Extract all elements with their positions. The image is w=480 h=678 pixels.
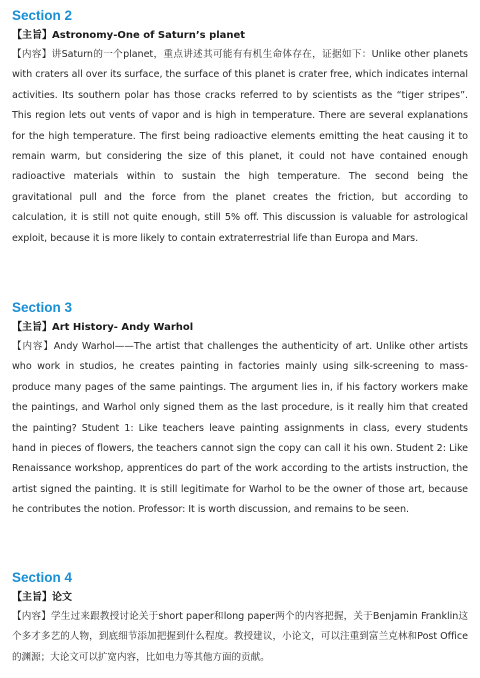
section-heading: Section 2: [12, 8, 73, 23]
section-4: [12, 569, 468, 668]
section-body: 【内容】学生过来跟教授讨论关于short paper和long paper两个的内容把握，关于Benjamin Franklin这个多才多艺的人物，到底细节添加把握到什么程度。教授建议，小论文，可以注重到富兰克林和Post Office的渊源；大论文可以扩宽内容，比如电力等其他方面的贡献。: [12, 611, 468, 663]
section-body: 【内容】讲Saturn的一个planet，重点讲述其可能有有机生命体存在，证据如下：Unlike other planets with craters all over its surface, the surface of this planet is crater free, which indicates internal activities. Its southern polar has those cracks referred to by scientists as the “tiger stripes”. This region lets out vents of vapor and is high in temperature. There are several explanations for the high temperature. The first being radioactive elements emitting the heat causing it to remain warm, but considering the size of this planet, it could not have contained enough radioactive materials within to sustain the high temperature. The second being the gravitational pull and the force from the planet creates the friction, but according to calculation, it is still not quite enough, still 5% off. This discussion is valuable for astrological exploit, because it is more likely to contain extraterrestrial life than Europa and Mars.: [12, 49, 468, 244]
section-topic: 【主旨】Astronomy-One of Saturn’s planet: [12, 30, 246, 41]
section-3: [12, 299, 468, 521]
section-topic: 【主旨】论文: [12, 592, 72, 603]
section-heading: Section 4: [12, 570, 73, 585]
section-2: [12, 7, 468, 249]
section-body: 【内容】Andy Warhol——The artist that challenges the authenticity of art. Unlike other artists who work in studios, he creates painting in factories mainly using silk-screening to mass-produce many pages of the same paintings. The argument lies in, if his factory workers make the paintings, and Warhol only signed them as the last procedure, is it really him that created the painting? Student 1: Like teachers leave painting assignments in class, every students hand in pieces of flowers, the teachers cannot sign the copy can call it his own. Student 2: Like Renaissance workshop, apprentices do part of the work according to the artists instruction, the artist signed the painting. It is still legitimate for Warhol to be the owner of those art, because he contributes the notion. Professor: It is worth discussion, and remains to be seen.: [12, 341, 468, 516]
section-heading: Section 3: [12, 300, 73, 315]
section-topic: 【主旨】Art History- Andy Warhol: [12, 322, 194, 333]
